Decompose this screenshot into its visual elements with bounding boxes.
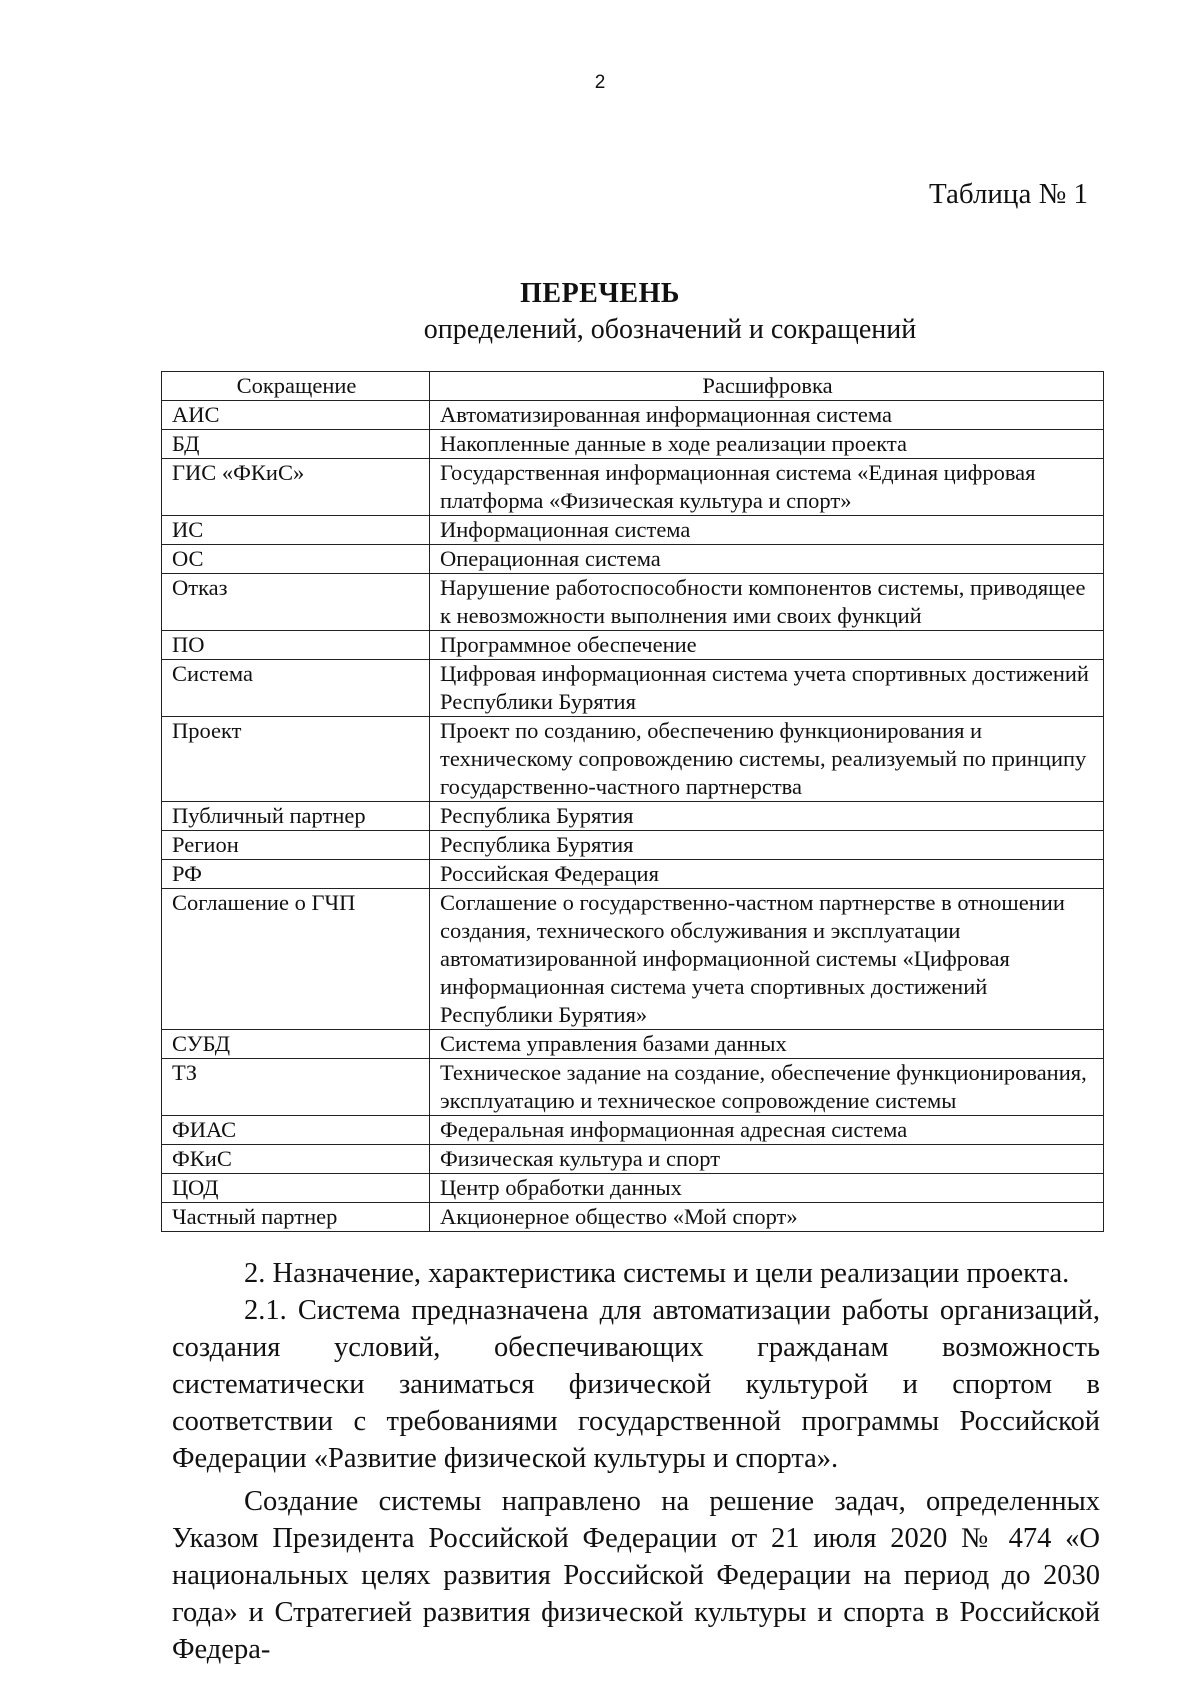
abbr-cell: Соглашение о ГЧП — [162, 889, 430, 1030]
table-row — [162, 545, 1104, 574]
table-row — [162, 1116, 1104, 1145]
table-row — [162, 889, 1104, 1030]
abbr-cell: АИС — [162, 401, 430, 430]
desc-cell: Государственная информационная система «Единая цифровая платформа «Физическая культура и спорт» — [430, 459, 1104, 516]
abbr-cell: Регион — [162, 831, 430, 860]
desc-cell: Накопленные данные в ходе реализации проекта — [430, 430, 1104, 459]
desc-cell: Соглашение о государственно-частном партнерстве в отношении создания, технического обслуживания и эксплуатации автоматизированной информационной системы «Цифровая информационная система учета спортивных достижений Республики Бурятия» — [430, 889, 1104, 1030]
desc-cell: Республика Бурятия — [430, 802, 1104, 831]
body-paragraph: Создание системы направлено на решение задач, определенных Указом Президента Российской Федерации от 21 июля 2020 № 474 «О национальных целях развития Российской Федерации на период до 2030 года» и Стратегией развития физической культуры и спорта в Российской Федера- — [172, 1486, 1100, 1665]
desc-cell: Цифровая информационная система учета спортивных достижений Республики Бурятия — [430, 660, 1104, 717]
desc-cell: Информационная система — [430, 516, 1104, 545]
table-row — [162, 631, 1104, 660]
abbr-cell: Частный партнер — [162, 1203, 430, 1232]
desc-cell: Федеральная информационная адресная система — [430, 1116, 1104, 1145]
abbr-cell: Публичный партнер — [162, 802, 430, 831]
abbr-cell: Отказ — [162, 574, 430, 631]
abbr-cell: ИС — [162, 516, 430, 545]
abbr-cell: Система — [162, 660, 430, 717]
abbr-cell: ЦОД — [162, 1174, 430, 1203]
desc-cell: Проект по созданию, обеспечению функционирования и техническому сопровождению системы, реализуемый по принципу государственно-частного партнерства — [430, 717, 1104, 802]
desc-cell: Физическая культура и спорт — [430, 1145, 1104, 1174]
document-subtitle: определений, обозначений и сокращений — [423, 314, 917, 345]
section-heading-paragraph: 2. Назначение, характеристика системы и цели реализации проекта. — [244, 1258, 1070, 1289]
table-row — [162, 574, 1104, 631]
desc-cell: Республика Бурятия — [430, 831, 1104, 860]
table-row — [162, 1174, 1104, 1203]
abbr-cell: БД — [162, 430, 430, 459]
abbr-cell: РФ — [162, 860, 430, 889]
header-abbreviation: Сокращение — [162, 372, 430, 401]
table-row — [162, 516, 1104, 545]
abbr-cell: СУБД — [162, 1030, 430, 1059]
desc-cell: Техническое задание на создание, обеспечение функционирования, эксплуатацию и техническое сопровождение системы — [430, 1059, 1104, 1116]
header-decoding: Расшифровка — [430, 372, 1104, 401]
body-text — [172, 1255, 1100, 1668]
table-row — [162, 1059, 1104, 1116]
desc-cell: Акционерное общество «Мой спорт» — [430, 1203, 1104, 1232]
abbr-cell: ФИАС — [162, 1116, 430, 1145]
table-row — [162, 717, 1104, 802]
table-row — [162, 430, 1104, 459]
table-row — [162, 860, 1104, 889]
desc-cell: Система управления базами данных — [430, 1030, 1104, 1059]
page-number: 2 — [594, 72, 606, 93]
table-header-row — [162, 372, 1104, 401]
table-row — [162, 831, 1104, 860]
table-row — [162, 660, 1104, 717]
definitions-table — [161, 371, 1104, 1232]
table-row — [162, 1203, 1104, 1232]
table-row — [162, 401, 1104, 430]
abbr-cell: ПО — [162, 631, 430, 660]
desc-cell: Центр обработки данных — [430, 1174, 1104, 1203]
desc-cell: Операционная система — [430, 545, 1104, 574]
table-row — [162, 459, 1104, 516]
desc-cell: Программное обеспечение — [430, 631, 1104, 660]
abbr-cell: ФКиС — [162, 1145, 430, 1174]
desc-cell: Нарушение работоспособности компонентов системы, приводящее к невозможности выполнения ими своих функций — [430, 574, 1104, 631]
abbr-cell: Проект — [162, 717, 430, 802]
abbr-cell: ГИС «ФКиС» — [162, 459, 430, 516]
desc-cell: Российская Федерация — [430, 860, 1104, 889]
table-label: Таблица № 1 — [929, 178, 1088, 210]
table-row — [162, 1145, 1104, 1174]
abbr-cell: ОС — [162, 545, 430, 574]
table-row — [162, 1030, 1104, 1059]
desc-cell: Автоматизированная информационная система — [430, 401, 1104, 430]
abbr-cell: ТЗ — [162, 1059, 430, 1116]
document-title: ПЕРЕЧЕНЬ — [520, 278, 680, 309]
table-row — [162, 802, 1104, 831]
body-paragraph: 2.1. Система предназначена для автоматизации работы организаций, создания условий, обеспечивающих гражданам возможность систематически заниматься физической культурой и спортом в соответствии с требованиями государственной программы Российской Федерации «Развитие физической культуры и спорта». — [172, 1295, 1100, 1474]
